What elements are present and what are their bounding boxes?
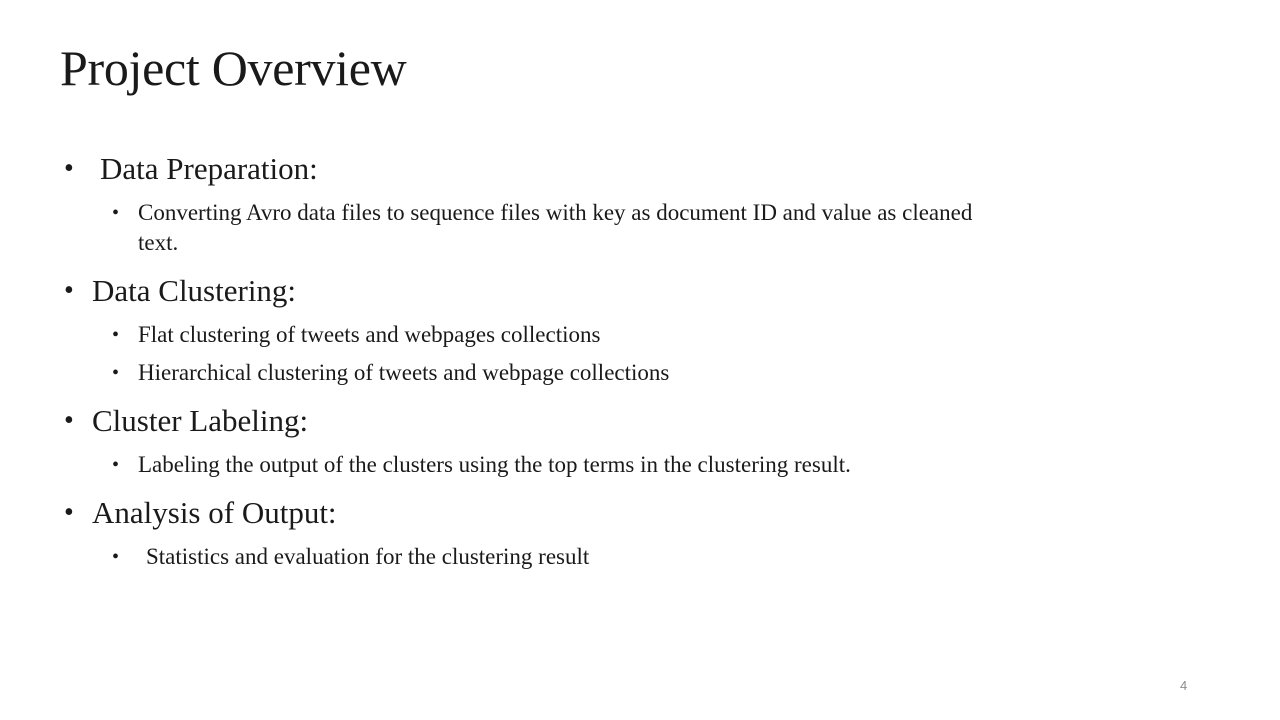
bullet-subitem: • Flat clustering of tweets and webpages collections [64,320,1064,350]
bullet-subitem: • Hierarchical clustering of tweets and webpage collections [64,358,1064,388]
bullet-icon: • [112,362,120,384]
bullet-icon: • [64,497,74,528]
bullet-subitem: • Statistics and evaluation for the clustering result [64,542,1064,572]
bullet-icon: • [112,324,120,346]
bullet-icon: • [112,202,120,224]
bullet-heading-analysis-of-output: • Analysis of Output: [64,495,337,530]
bullet-heading-cluster-labeling: • Cluster Labeling: [64,403,309,438]
bullet-subitem: • Converting Avro data files to sequence files with key as document ID and value as cleaned text. [112,200,973,255]
page-number: 4 [1180,678,1188,693]
bullet-icon: • [112,546,120,568]
slide-title: Project Overview [60,40,407,96]
bullet-list [64,150,1064,572]
bullet-heading-data-clustering: • Data Clustering: [64,273,297,308]
bullet-icon: • [64,405,74,436]
bullet-icon: • [64,153,74,184]
bullet-heading-data-preparation: • Data Preparation: [64,151,318,186]
bullet-icon: • [64,275,74,306]
bullet-icon: • [112,454,120,476]
bullet-subitem: • Labeling the output of the clusters using the top terms in the clustering result. [64,450,1064,480]
